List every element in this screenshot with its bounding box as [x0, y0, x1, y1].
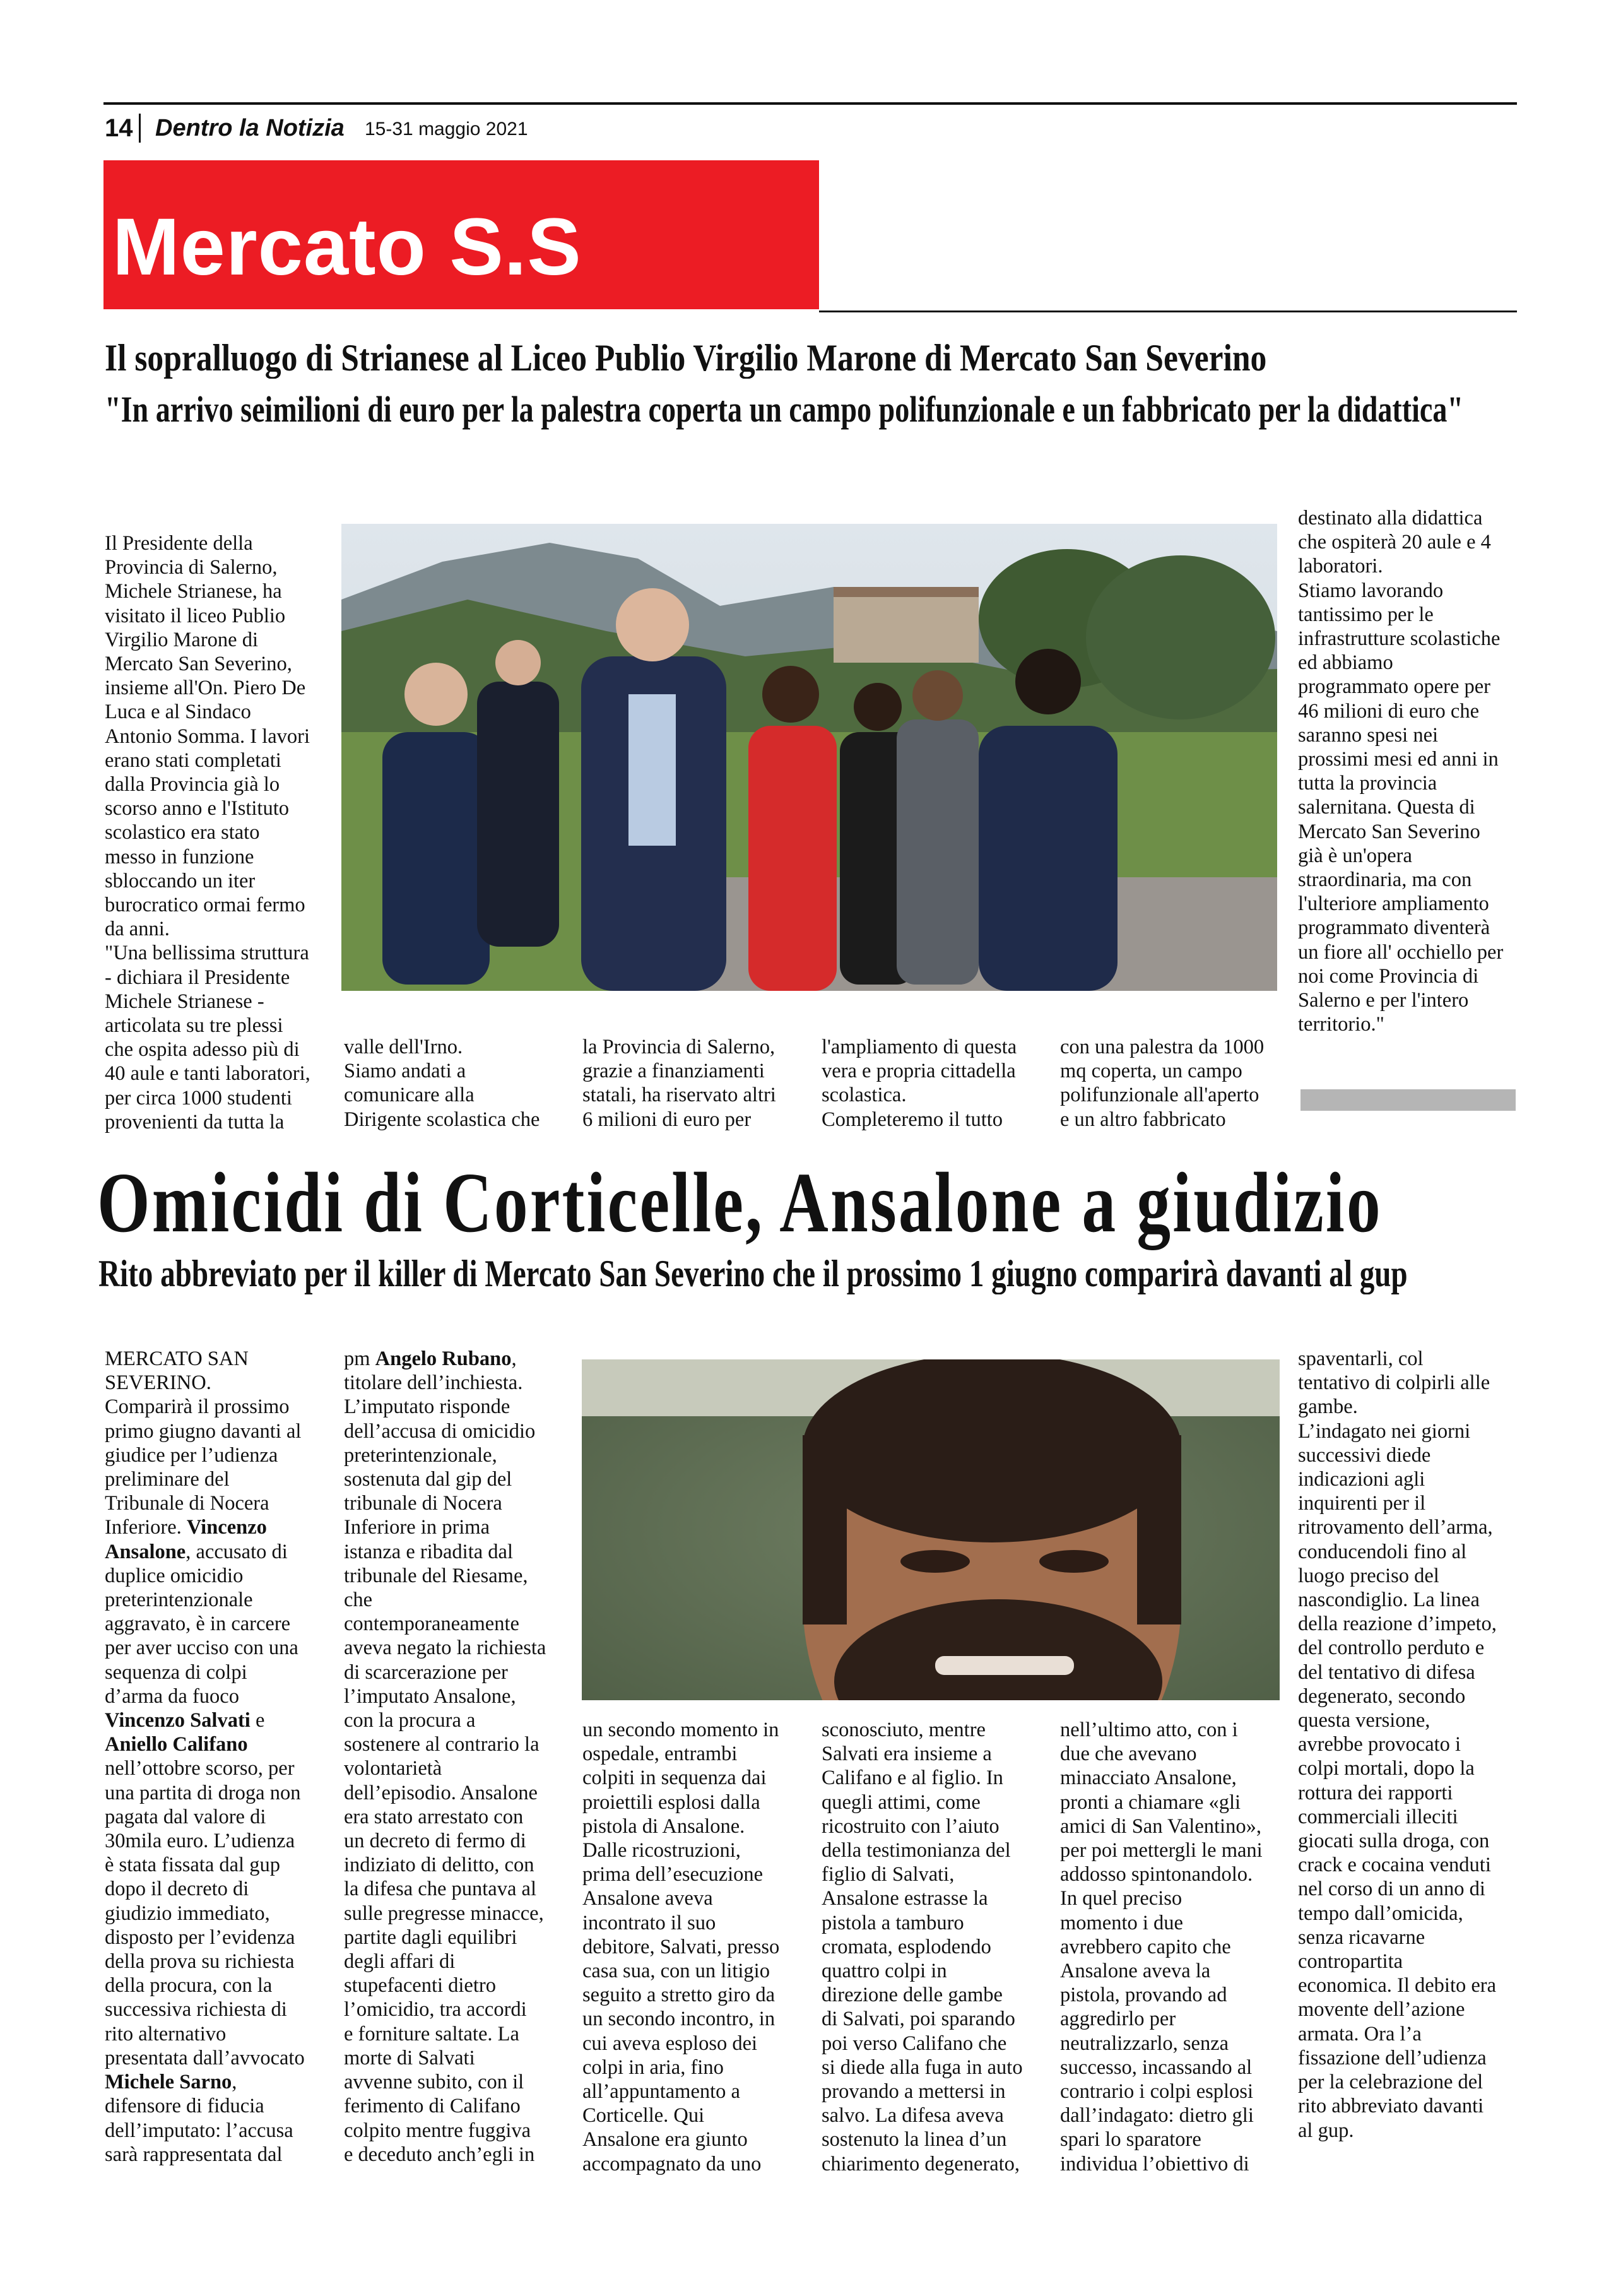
- article1-subheadline: "In arrivo seimilioni di euro per la palestra coperta un campo polifunzionale e un fabbricato per la didattica": [105, 389, 1464, 430]
- person-name: Vincenzo Ansalone: [105, 1516, 267, 1563]
- article2-headline: Omicidi di Corticelle, Ansalone a giudizio: [97, 1156, 1383, 1250]
- person-name: Michele Sarno: [105, 2071, 232, 2094]
- article2-column-3: un secondo momento in ospedale, entrambi colpiti in sequenza dai proiettili esplosi dalla pistola di Ansalone. Dalle ricostruzioni, prima dell’esecuzione Ansalone aveva incontrato il suo debitore, Salvati, presso casa sua, con un litigio seguito a stretto giro da un secondo incontro, in cui aveva esploso dei colpi in aria, fino all’appuntamento a Corticelle. Qui Ansalone era giunto accompagnato da uno: [582, 1719, 780, 2175]
- page-number: 14: [105, 114, 133, 142]
- article2-column-4: sconosciuto, mentre Salvati era insieme a Califano e al figlio. In quegli attimi, come ricostruito con l’aiuto della testimonianza del figlio di Salvati, Ansalone estrasse la pistola a tamburo cromata, esplodendo quattro colpi in direzione delle gambe di Salvati, poi sparando poi verso Califano che si diede alla fuga in auto provando a mettersi in salvo. La difesa aveva sostenuto la linea d’un chiarimento degenerato,: [822, 1719, 1023, 2175]
- article1-photo: [341, 524, 1277, 991]
- article1-column-1: Il Presidente della Provincia di Salerno, Michele Strianese, ha visitato il liceo Publio Virgilio Marone di Mercato San Severino, insieme all'On. Piero De Luca e al Sindaco Antonio Somma. I lavori erano stati completati dalla Provincia già lo scorso anno e l'Istituto scolastico era stato messo in funzione sbloccando un iter burocratico ormai fermo da anni. "Una bellissima struttura - dichiara il Presidente Michele Strianese - articolata su tre plessi che ospita adesso più di 40 aule e tanti laboratori, per circa 1000 studenti provenienti da tutta la: [105, 532, 310, 1133]
- article2-column-2: pm Angelo Rubano, titolare dell’inchiesta. L’imputato risponde dell’accusa di omicidio preterintenzionale, sostenuta dal gip del tribunale di Nocera Inferiore in prima istanza e ribadita dal tribunale del Riesame, che contemporaneamente aveva negato la richiesta di scarcerazione per l’imputato Ansalone, con la procura a sostenere al contrario la volontarietà dell’episodio. Ansalone era stato arrestato con un decreto di fermo di indiziato di delitto, con la difesa che puntava al sulle pregresse minacce, partite dagli equilibri degli affari di stupefacenti dietro l’omicidio, tra accordi e forniture saltate. La morte di Salvati avvenne subito, con il ferimento di Califano colpito mentre fuggiva e deceduto anch’egli in: [344, 1347, 546, 2166]
- section-label: Mercato S.S: [112, 202, 582, 292]
- article2-column-1: MERCATO SAN SEVERINO. Comparirà il prossimo primo giugno davanti al giudice per l’udienza preliminare del Tribunale di Nocera Inferiore. Vincenzo Ansalone, accusato di duplice omicidio preterintenzionale aggravato, è in carcere per aver ucciso con una sequenza di colpi d’arma da fuoco Vincenzo Salvati e Aniello Califano nell’ottobre scorso, per una partita di droga non pagata dal valore di 30mila euro. L’udienza è stata fissata dal gup dopo il decreto di giudizio immediato, disposto per l’evidenza della prova su richiesta della procura, con la successiva richiesta di rito alternativo presentata dall’avvocato Michele Sarno, difensore di fiducia dell’imputato: l’accusa sarà rappresentata dal: [105, 1347, 305, 2166]
- article2-subheadline: Rito abbreviato per il killer di Mercato San Severino che il prossimo 1 giugno comparirà davanti al gup: [98, 1253, 1408, 1294]
- header-separator: [139, 114, 141, 143]
- article1-column-4: l'ampliamento di questa vera e propria cittadella scolastica. Completeremo il tutto: [822, 1036, 1017, 1131]
- publication-name: Dentro la Notizia: [155, 115, 345, 141]
- article1-headline: Il sopralluogo di Strianese al Liceo Publio Virgilio Marone di Mercato San Severino: [105, 337, 1267, 379]
- person-name: Angelo Rubano: [375, 1347, 512, 1370]
- top-rule: [103, 102, 1517, 105]
- gray-divider: [1300, 1089, 1516, 1111]
- article1-column-6: destinato alla didattica che ospiterà 20 aule e 4 laboratori. Stiamo lavorando tantissimo per le infrastrutture scolastiche ed abbiamo programmato opere per 46 milioni di euro che saranno spesi nei prossimi mesi ed anni in tutta la provincia salernitana. Questa di Mercato San Severino già è un'opera straordinaria, ma con l'ulteriore ampliamento programmato diventerà un fiore all' occhiello per noi come Provincia di Salerno e per l'intero territorio.": [1298, 507, 1504, 1036]
- article1-column-3: la Provincia di Salerno, grazie a finanziamenti statali, ha riservato altri 6 milioni di euro per: [582, 1036, 776, 1131]
- article1-column-2: valle dell'Irno. Siamo andati a comunicare alla Dirigente scolastica che: [344, 1036, 540, 1131]
- person-name: Vincenzo Salvati: [105, 1709, 251, 1732]
- article2-column-6: spaventarli, col tentativo di colpirli alle gambe. L’indagato nei giorni successivi diede indicazioni agli inquirenti per il ritrovamento dell’arma, conducendoli fino al luogo preciso del nascondiglio. La linea della reazione d’impeto, del controllo perduto e del tentativo di difesa degenerato, secondo questa versione, avrebbe provocato i colpi mortali, dopo la rottura dei rapporti commerciali illeciti giocati sulla droga, con crack e cocaina venduti nel corso di un anno di tempo dall’omicida, senza ricavarne contropartita economica. Il debito era movente dell’azione armata. Ora l’a fissazione dell’udienza per la celebrazione del rito abbreviato davanti al gup.: [1298, 1347, 1497, 2142]
- section-rule: [819, 311, 1517, 312]
- person-name: Aniello Califano: [105, 1733, 248, 1756]
- article2-photo: [582, 1359, 1280, 1700]
- article2-column-5: nell’ultimo atto, con i due che avevano minacciato Ansalone, pronti a chiamare «gli amici di San Valentino», per poi mettergli le mani addosso spintonandolo. In quel preciso momento i due avrebbero capito che Ansalone aveva la pistola, provando ad aggredirlo per neutralizzarlo, senza successo, incassando al contrario i colpi esplosi dall’indagato: dietro gli spari lo sparatore individua l’obiettivo di: [1060, 1719, 1263, 2175]
- issue-date: 15-31 maggio 2021: [365, 119, 528, 139]
- article1-column-5: con una palestra da 1000 mq coperta, un campo polifunzionale all'aperto e un altro fabbricato: [1060, 1036, 1265, 1131]
